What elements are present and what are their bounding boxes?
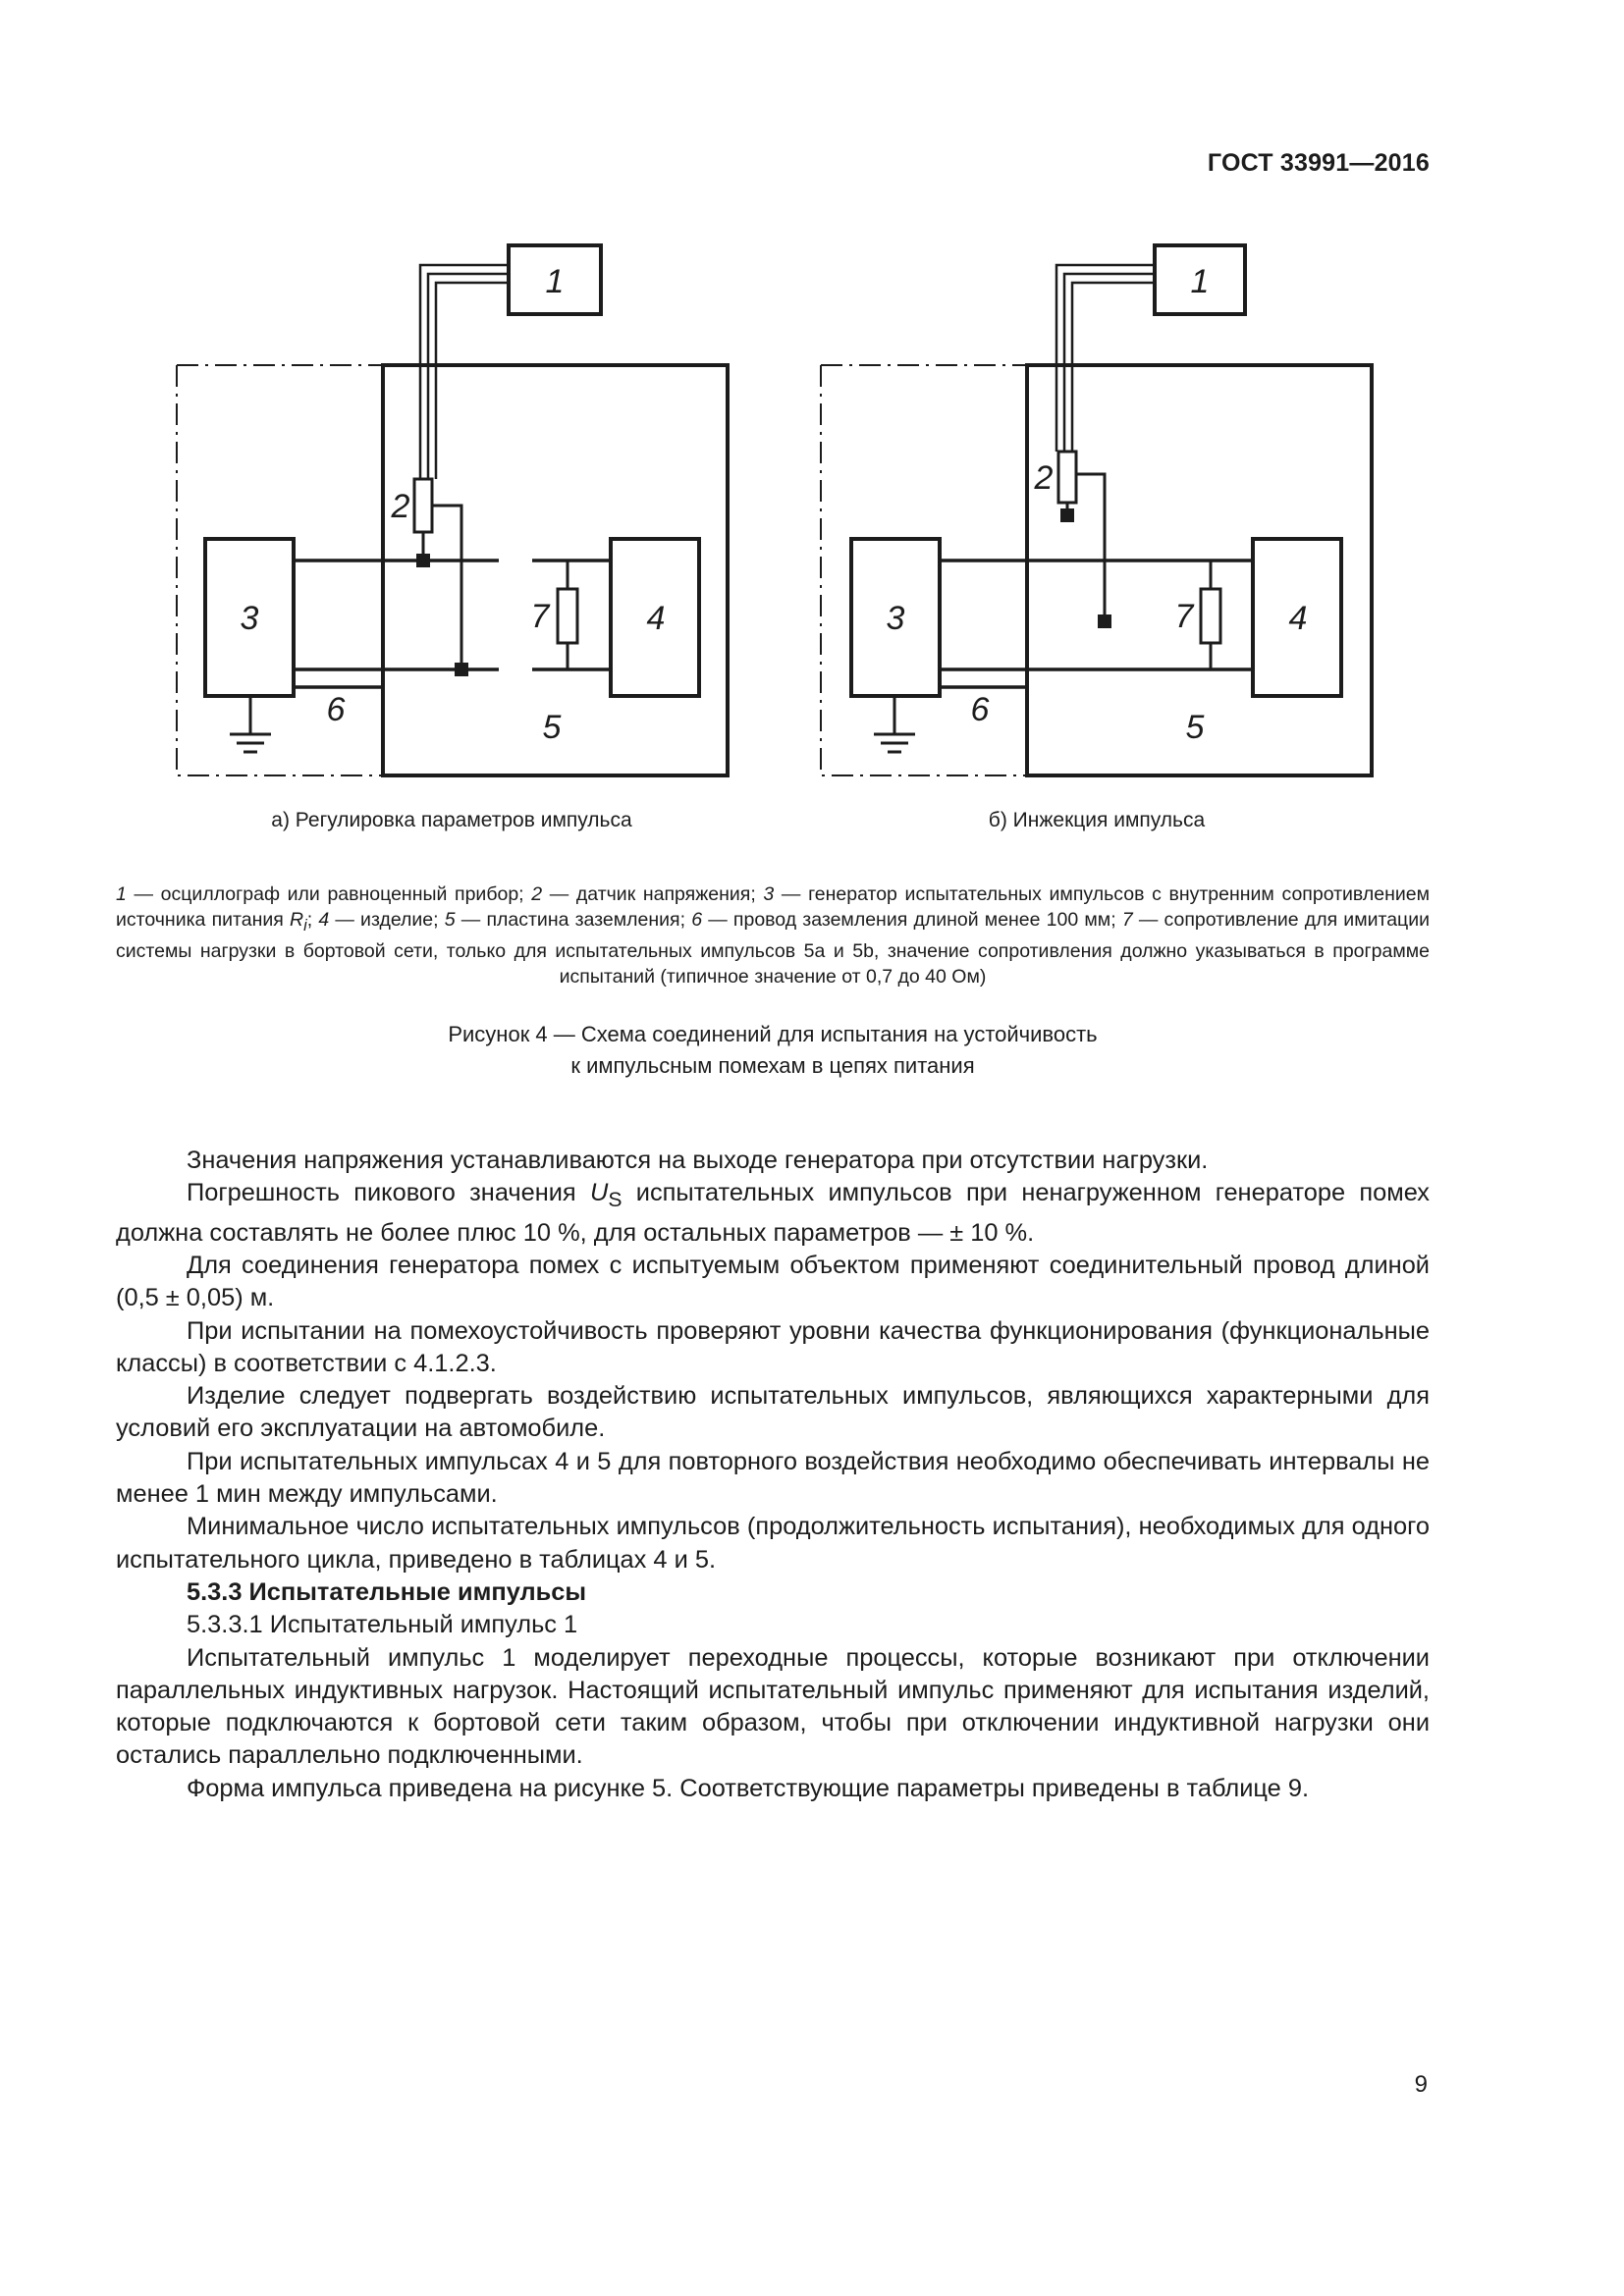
- load-resistor-b: [1201, 589, 1220, 643]
- label-ground-wire-b: 6: [970, 691, 990, 728]
- voltage-sensor-b: [1058, 452, 1076, 503]
- label-generator-b: 3: [886, 600, 905, 637]
- paragraph: Испытательный импульс 1 моделирует переходные процессы, которые возникают при отключении параллельных индуктивных нагрузок. Настоящий испытательный импульс применяют для испытания изделий, которые подключаются к бортовой сети таким образом, чтобы при отключении индуктивной нагрузки они остались параллельно подключенными.: [116, 1643, 1430, 1770]
- label-device-b: 4: [1288, 600, 1308, 637]
- panel-a-diagram: [177, 245, 728, 831]
- paragraph: Изделие следует подвергать воздействию испытательных импульсов, являющихся характерными для условий его эксплуатации на автомобиле.: [116, 1382, 1430, 1443]
- label-ground-plate-b: 5: [1185, 709, 1205, 746]
- label-device-a: 4: [646, 600, 666, 637]
- paragraph: При испытательных импульсах 4 и 5 для повторного воздействия необходимо обеспечивать интервалы не менее 1 мин между импульсами.: [116, 1447, 1430, 1509]
- connection-diagram: [0, 0, 1624, 864]
- label-resistor-b: 7: [1174, 598, 1194, 635]
- body-text: [116, 1145, 1430, 1805]
- caption-panel-b: б) Инжекция импульса: [988, 809, 1206, 831]
- section-heading: 5.3.3 Испытательные импульсы: [187, 1577, 587, 1606]
- paragraph: При испытании на помехоустойчивость проверяют уровни качества функционирования (функциональные классы) в соответствии с 4.1.2.3.: [116, 1316, 1430, 1377]
- paragraph: Для соединения генератора помех с испытуемым объектом применяют соединительный провод длиной (0,5 ± 0,05) м.: [116, 1251, 1430, 1312]
- subsection-heading: 5.3.3.1 Испытательный импульс 1: [187, 1611, 578, 1639]
- paragraph: Минимальное число испытательных импульсов (продолжительность испытания), необходимых для одного испытательного цикла, приведено в таблицах 4 и 5.: [116, 1513, 1430, 1574]
- figure-legend: 1 — осциллограф или равноценный прибор; 2 — датчик напряжения; 3 — генератор испытательных импульсов с внутренним сопротивлением источника питания $R_i$; 4 — изделие; 5 — пластина заземления; 6 — провод заземления длиной менее 100 мм; 7 — сопротивление для имитации системы нагрузки в бортовой сети, только для испытательных импульсов 5а и 5b, значение сопротивления должно указываться в программе испытаний (типичное значение от 0,7 до 40 Ом): [116, 883, 1431, 988]
- page-number: 9: [1414, 2071, 1428, 2098]
- caption-panel-a: а) Регулировка параметров импульса: [271, 809, 632, 831]
- paragraph: Значения напряжения устанавливаются на выходе генератора при отсутствии нагрузки.: [187, 1147, 1209, 1174]
- voltage-sensor-a: [414, 479, 432, 532]
- label-oscilloscope-a: 1: [545, 263, 565, 300]
- load-resistor-a: [558, 589, 577, 643]
- figure-title: Рисунок 4 — Схема соединений для испытания на устойчивость к импульсным помехам в цепях питания: [448, 1022, 1098, 1078]
- paragraph: Погрешность пикового значения $U_S$ испытательных импульсов при ненагруженном генераторе помех должна составлять не более плюс 10 %, для остальных параметров — ± 10 %.: [116, 1179, 1430, 1247]
- label-sensor-b: 2: [1034, 459, 1054, 497]
- label-oscilloscope-b: 1: [1190, 263, 1210, 300]
- paragraph: Форма импульса приведена на рисунке 5. Соответствующие параметры приведены в таблице 9.: [187, 1774, 1309, 1802]
- label-ground-wire-a: 6: [326, 691, 346, 728]
- label-generator-a: 3: [240, 600, 259, 637]
- label-resistor-a: 7: [530, 598, 550, 635]
- label-sensor-a: 2: [391, 488, 410, 525]
- document-header: ГОСТ 33991—2016: [1207, 149, 1430, 177]
- label-ground-plate-a: 5: [542, 709, 562, 746]
- panel-b-diagram: [821, 245, 1372, 831]
